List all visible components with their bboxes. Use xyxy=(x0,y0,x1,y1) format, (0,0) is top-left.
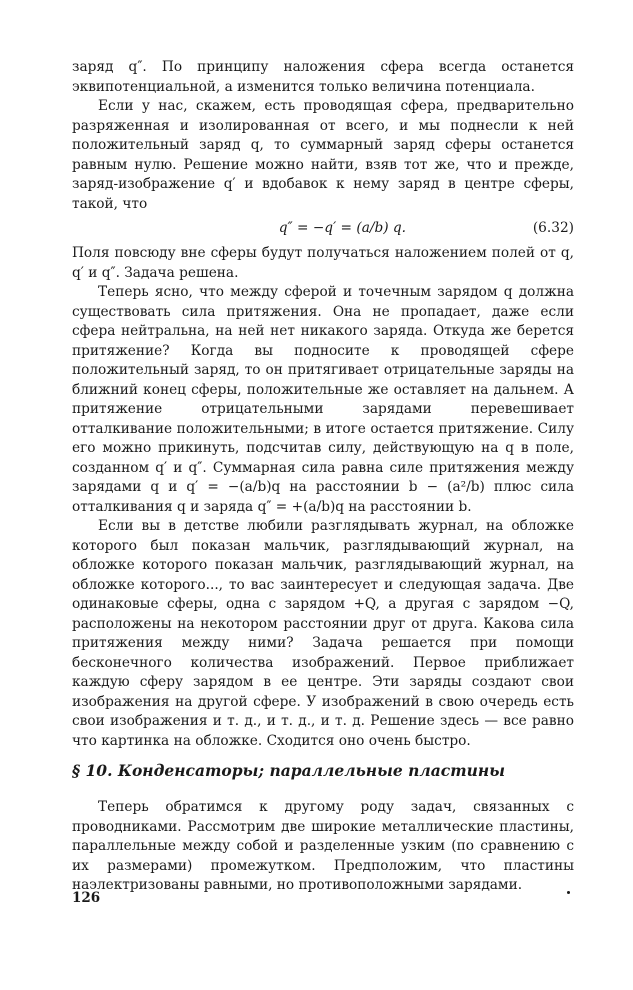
main-text xyxy=(72,58,574,751)
ink-dot xyxy=(567,891,570,894)
page-number: 126 xyxy=(72,890,101,906)
paragraph-superposition: Поля повсюду вне сферы будут получаться наложением полей от q, q′ и q″. Задача решена. xyxy=(72,245,574,281)
section-text xyxy=(72,798,574,896)
paragraph-attraction: Теперь ясно, что между сферой и точечным зарядом q должна существовать сила притяжения. Она не пропадает, даже если сфера нейтральна, на ней нет никакого заряда. Откуда же берется притяжение? Когда вы подносите к проводящей сфере положительный заряд, то он притягивает отрицательные заряды на ближний конец сферы, положительные же оставляет на дальнем. А притяжение отрицательными зарядами перевешивает отталкивание положительными; в итоге остается притяжение. Силу его можно прикинуть, подсчитав силу, действующую на q в поле, созданном q′ и q″. Суммарная сила равна силе притяжения между зарядами q и q′ = −(a/b)q на расстоянии b − (a²/b) плюс сила отталкивания q и заряда q″ = +(a/b)q на расстоянии b. xyxy=(72,284,574,515)
equation-6-32 xyxy=(72,214,574,244)
paragraph-continuation: заряд q″. По принципу наложения сфера всегда останется эквипотенциальной, а изменится только величина потенциала. xyxy=(72,59,574,95)
equation-number: (6.32) xyxy=(532,220,574,237)
paragraph-capacitors: Теперь обратимся к другому роду задач, связанных с проводниками. Рассмотрим две широкие металлические пластины, параллельные между собой и разделенные узким (по сравнению с их размерами) промежутком. Предположим, что пластины наэлектризованы равными, но противоположными зарядами. xyxy=(72,799,574,893)
paragraph-two-spheres: Если вы в детстве любили разглядывать журнал, на обложке которого был показан мальчик, разглядывающий журнал, на обложке которого показан мальчик, разглядывающий журнал, на обложке которого..., то вас заинтересует и следующая задача. Две одинаковые сферы, одна с зарядом +Q, а другая с зарядом −Q, расположены на некотором расстоянии друг от друга. Какова сила притяжения между ними? Задача решается при помощи бесконечного количества изображений. Первое приближает каждую сферу зарядом в ее центре. Эти заряды создают свои изображения на другой сфере. У изображений в свою очередь есть свои изображения и т. д., и т. д., и т. д. Решение здесь — все равно что картинка на обложке. Сходится оно очень быстро. xyxy=(72,518,574,749)
equation-body: q″ = −q′ = (a/b) q. xyxy=(278,220,407,237)
paragraph-neutral-sphere: Если у нас, скажем, есть проводящая сфера, предварительно разряженная и изолированная от всего, и мы поднесли к ней положительный заряд q, то суммарный заряд сферы останется равным нулю. Решение можно найти, взяв тот же, что и прежде, заряд-изображение q′ и вдобавок к нему заряд в центре сферы, такой, что xyxy=(72,98,574,212)
section-heading: § 10. Конденсаторы; параллельные пластины xyxy=(72,761,505,780)
